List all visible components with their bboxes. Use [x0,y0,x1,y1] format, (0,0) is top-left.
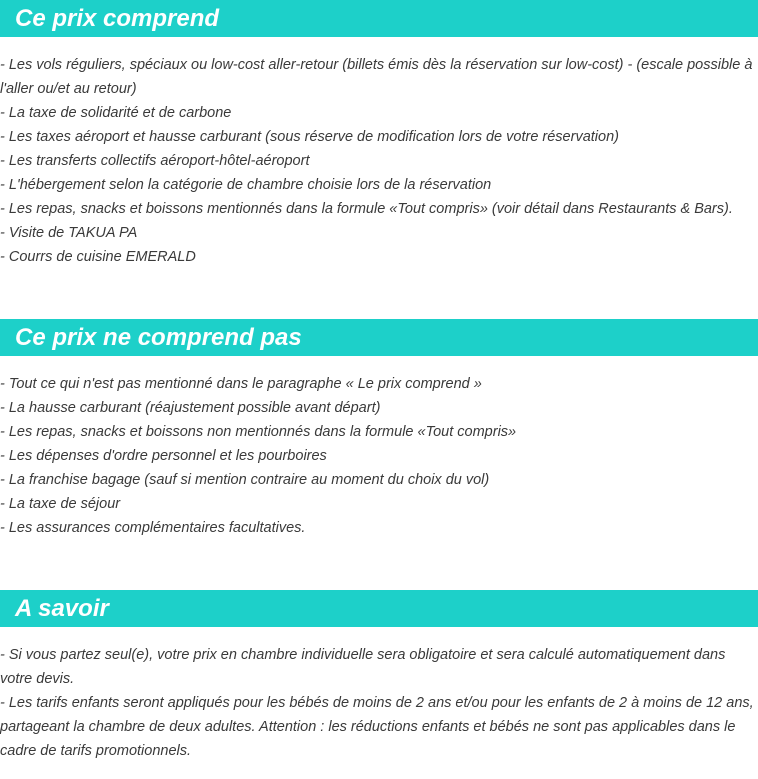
list-item: - Les tarifs enfants seront appliqués pour les bébés de moins de 2 ans et/ou pour les enfants de 2 à moins de 12 ans, partageant la chambre de deux adultes. Attention : les réductions enfants et bébés ne sont pas applicables dans le cadre de tarifs promotionnels. [0,695,754,759]
list-item: - Si vous partez seul(e), votre prix en chambre individuelle sera obligatoire et sera calculé automatiquement dans votre devis. [0,647,726,687]
list-item: - Les dépenses d'ordre personnel et les pourboires [0,448,327,464]
list-item: - La hausse carburant (réajustement possible avant départ) [0,400,381,416]
list-item: - Les assurances complémentaires facultatives. [0,520,306,536]
section-body-prix-ne-comprend-pas [0,372,754,540]
section-header-prix-ne-comprend-pas [0,319,758,356]
list-item: - Les repas, snacks et boissons non mentionnés dans la formule «Tout compris» [0,424,517,440]
list-item: - Les taxes aéroport et hausse carburant (sous réserve de modification lors de votre réservation) [0,129,619,145]
list-item: - Les vols réguliers, spéciaux ou low-cost aller-retour (billets émis dès la réservation sur low-cost) - (escale possible à l'aller ou/et au retour) [0,57,753,97]
list-item: - Les repas, snacks et boissons mentionnés dans la formule «Tout compris» (voir détail dans Restaurants & Bars). [0,201,733,217]
list-item: - La franchise bagage (sauf si mention contraire au moment du choix du vol) [0,472,490,488]
section-body-prix-comprend [0,53,754,269]
list-item: - Les transferts collectifs aéroport-hôtel-aéroport [0,153,310,169]
section-title: Ce prix comprend [15,5,220,32]
section-header-a-savoir [0,590,758,627]
section-title: A savoir [15,595,109,622]
list-item: - La taxe de séjour [0,496,121,512]
section-title: Ce prix ne comprend pas [15,324,302,351]
list-item: - L'hébergement selon la catégorie de chambre choisie lors de la réservation [0,177,492,193]
list-item: - Visite de TAKUA PA [0,225,138,241]
list-item: - Tout ce qui n'est pas mentionné dans le paragraphe « Le prix comprend » [0,376,482,392]
section-body-a-savoir [0,643,754,763]
list-item: - La taxe de solidarité et de carbone [0,105,232,121]
section-header-prix-comprend [0,0,758,37]
list-item: - Courrs de cuisine EMERALD [0,249,196,265]
